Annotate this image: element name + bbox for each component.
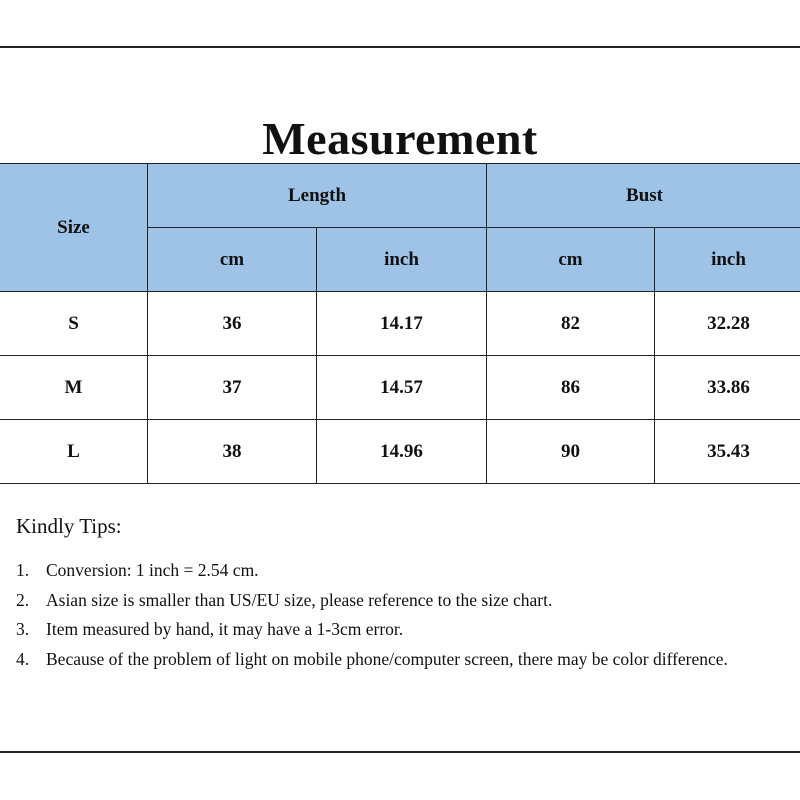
value-cell: 90 — [487, 420, 655, 484]
size-cell: M — [0, 356, 148, 420]
value-cell: 35.43 — [655, 420, 800, 484]
page-title: Measurement — [262, 112, 538, 164]
length-header: Length — [148, 164, 487, 228]
table-row — [0, 292, 800, 356]
tip-text: Asian size is smaller than US/EU size, please reference to the size chart. — [46, 589, 553, 610]
size-chart-table — [0, 163, 800, 484]
value-cell: 36 — [148, 292, 317, 356]
tips-title: Kindly Tips: — [16, 514, 122, 538]
value-cell: 82 — [487, 292, 655, 356]
list-item — [16, 615, 746, 645]
tip-number: 3. — [16, 619, 30, 639]
top-divider — [0, 46, 800, 48]
list-item — [16, 645, 746, 675]
table-header-row — [0, 164, 800, 228]
unit-header: inch — [655, 228, 800, 292]
size-cell: S — [0, 292, 148, 356]
bottom-divider — [0, 751, 800, 753]
value-cell: 33.86 — [655, 356, 800, 420]
value-cell: 32.28 — [655, 292, 800, 356]
tip-number: 2. — [16, 589, 30, 610]
size-header: Size — [0, 164, 148, 292]
value-cell: 86 — [487, 356, 655, 420]
table-row — [0, 356, 800, 420]
size-cell: L — [0, 420, 148, 484]
value-cell: 38 — [148, 420, 317, 484]
value-cell: 14.17 — [317, 292, 487, 356]
table-row — [0, 420, 800, 484]
tip-text: Because of the problem of light on mobile phone/computer screen, there may be color difference. — [46, 648, 728, 669]
tip-number: 4. — [16, 648, 30, 669]
bust-header: Bust — [487, 164, 800, 228]
tip-text: Item measured by hand, it may have a 1-3cm error. — [46, 619, 404, 639]
value-cell: 37 — [148, 356, 317, 420]
unit-header: cm — [487, 228, 655, 292]
unit-header: inch — [317, 228, 487, 292]
list-item — [16, 586, 746, 616]
tip-text: Conversion: 1 inch = 2.54 cm. — [46, 560, 259, 580]
tip-number: 1. — [16, 560, 30, 580]
value-cell: 14.57 — [317, 356, 487, 420]
unit-header: cm — [148, 228, 317, 292]
tips-list — [16, 556, 746, 674]
value-cell: 14.96 — [317, 420, 487, 484]
list-item — [16, 556, 746, 586]
